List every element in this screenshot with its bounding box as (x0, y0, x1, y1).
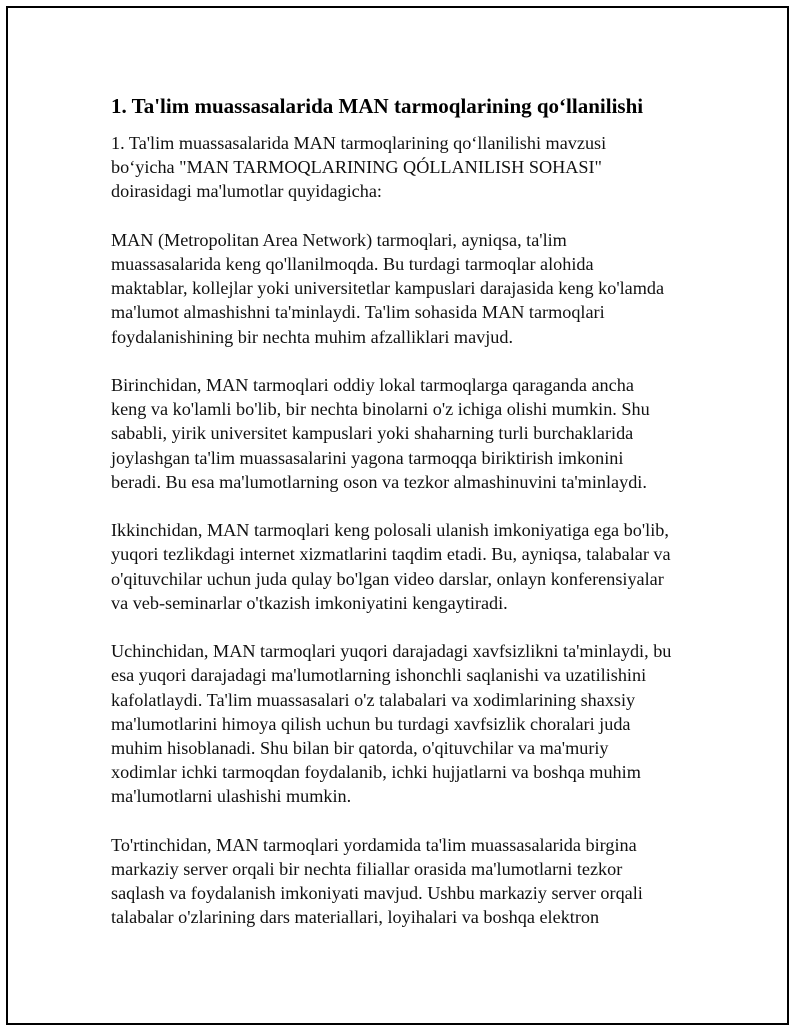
paragraph-line: muhim hisoblanadi. Shu bilan bir qatorda, o'qituvchilar va ma'muriy (111, 738, 609, 759)
paragraph-line: bo‘yicha "MAN TARMOQLARINING QÓLLANILISH SOHASI" (111, 157, 602, 178)
paragraph-line: Uchinchidan, MAN tarmoqlari yuqori darajadagi xavfsizlikni ta'minlaydi, bu (111, 641, 672, 662)
paragraph (111, 131, 691, 204)
paragraph-line: esa yuqori darajadagi ma'lumotlarning ishonchli saqlanishi va uzatilishini (111, 665, 647, 686)
paragraph-line: Ikkinchidan, MAN tarmoqlari keng polosali ulanish imkoniyatiga ega bo'lib, (111, 520, 669, 541)
document-heading: 1. Ta'lim muassasalarida MAN tarmoqlarining qo‘llanilishi (111, 94, 644, 118)
paragraph-line: To'rtinchidan, MAN tarmoqlari yordamida ta'lim muassasalarida birgina (111, 834, 637, 855)
paragraph-line: beradi. Bu esa ma'lumotlarning oson va tezkor almashinuvini ta'minlaydi. (111, 471, 647, 492)
paragraph-line: joylashgan ta'lim muassasalarini yagona tarmoqqa biriktirish imkonini (111, 447, 624, 468)
paragraph-line: doirasidagi ma'lumotlar quyidagicha: (111, 181, 382, 202)
paragraph-line: xodimlar ichki tarmoqdan foydalanib, ichki hujjatlarni va boshqa muhim (111, 762, 641, 783)
paragraph-line: yuqori tezlikdagi internet xizmatlarini taqdim etadi. Bu, ayniqsa, talabalar va (111, 544, 671, 565)
paragraph-line: ma'lumot almashishni ta'minlaydi. Ta'lim sohasida MAN tarmoqlari (111, 302, 605, 323)
paragraph-line: o'qituvchilar uchun juda qulay bo'lgan video darslar, onlayn konferensiyalar (111, 568, 664, 589)
paragraph-line: keng va ko'lamli bo'lib, bir nechta binolarni o'z ichiga olishi mumkin. Shu (111, 399, 650, 420)
paragraph-line: Birinchidan, MAN tarmoqlari oddiy lokal tarmoqlarga qaraganda ancha (111, 375, 634, 395)
paragraph (111, 518, 691, 615)
paragraph-line: foydalanishining bir nechta muhim afzalliklari mavjud. (111, 326, 514, 347)
paragraph-line: kafolatlaydi. Ta'lim muassasalari o'z talabalari va xodimlarining shaxsiy (111, 689, 636, 710)
paragraph-line: sababli, yirik universitet kampuslari yoki shaharning turli burchaklarida (111, 423, 634, 444)
paragraph-line: ma'lumotlarni ulashishi mumkin. (111, 786, 352, 807)
paragraph (111, 373, 691, 494)
paragraph-line: va veb-seminarlar o'tkazish imkoniyatini kengaytiradi. (111, 592, 508, 613)
paragraph-line: ma'lumotlarini himoya qilish uchun bu turdagi xavfsizlik choralari juda (111, 713, 631, 734)
paragraph-line: 1. Ta'lim muassasalarida MAN tarmoqlarining qo‘llanilishi mavzusi (111, 133, 607, 153)
document-body (111, 92, 691, 954)
paragraph-line: muassasalarida keng qo'llanilmoqda. Bu turdagi tarmoqlar alohida (111, 254, 594, 274)
paragraph-line: maktablar, kollejlar yoki universitetlar kampuslari darajasida keng ko'lamda (111, 278, 665, 299)
paragraph-line: markaziy server orqali bir nechta filiallar orasida ma'lumotlarni tezkor (111, 859, 623, 880)
paragraph-line: saqlash va foydalanish imkoniyati mavjud. Ushbu markaziy server orqali (111, 883, 643, 904)
paragraph (111, 833, 691, 930)
paragraph-line: talabalar o'zlarining dars materiallari, loyihalari va boshqa elektron (111, 907, 600, 928)
paragraph (111, 639, 691, 808)
paragraph (111, 228, 691, 349)
paragraph-list (111, 131, 691, 930)
paragraph-line: MAN (Metropolitan Area Network) tarmoqlari, ayniqsa, ta'lim (111, 229, 567, 250)
